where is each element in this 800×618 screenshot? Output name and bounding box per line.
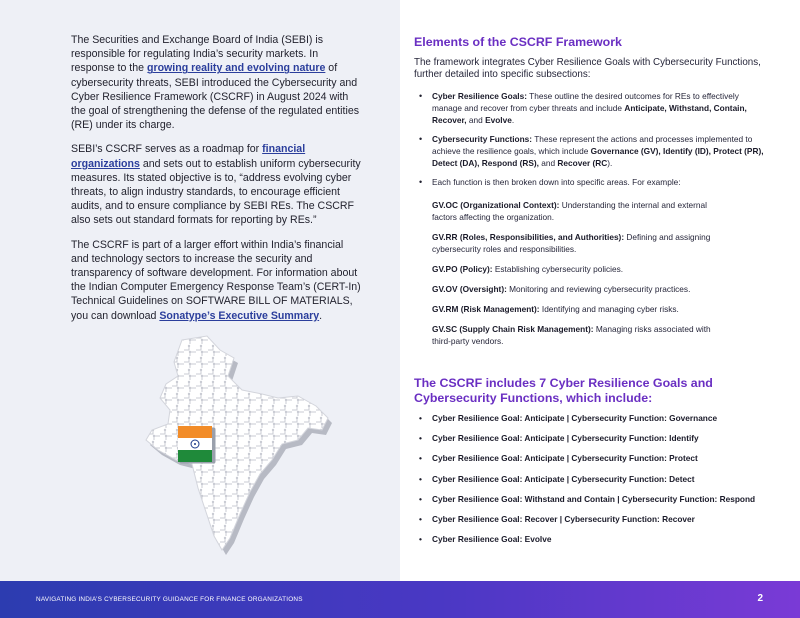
subsection-gv-sc: GV.SC (Supply Chain Risk Management): Managing risks associated with third-party vendors. [432,324,711,346]
goal-item: • Cyber Resilience Goal: Anticipate | Cybersecurity Function: Detect [414,473,774,493]
page-number: 2 [757,593,763,604]
footer-title: NAVIGATING INDIA’S CYBERSECURITY GUIDANCE FOR FINANCE ORGANIZATIONS [36,596,303,603]
link-financial-organizations[interactable]: financial organizations [71,143,306,170]
link-growing-reality[interactable]: growing reality and evolving nature [146,62,326,75]
framework-intro: The framework integrates Cyber Resilience Goals with Cybersecurity Functions, further detailed into specific subsections: [414,57,761,81]
intro-text [71,33,361,333]
goal-item: • Cyber Resilience Goal: Anticipate | Cybersecurity Function: Protect [414,452,774,472]
india-map-circuit-illustration [112,332,352,557]
link-executive-summary[interactable]: Sonatype’s Executive Summary [159,309,320,322]
list-item-breakdown: • Each function is then broken down into specific areas. For example: [414,176,764,188]
goal-item: • Cyber Resilience Goal: Recover | Cybersecurity Function: Recover [414,513,774,533]
india-flag-icon [178,426,216,464]
heading-elements: Elements of the CSCRF Framework [414,35,622,49]
subsection-gv-ov: GV.OV (Oversight): Monitoring and reviewing cybersecurity practices. [432,284,691,294]
framework-bullets [414,90,764,188]
left-panel [0,0,400,581]
heading-seven-goals: The CSCRF includes 7 Cyber Resilience Goals and Cybersecurity Functions, which include: [414,376,713,405]
goal-item: • Cyber Resilience Goal: Anticipate | Cybersecurity Function: Identify [414,432,774,452]
goal-item: • Cyber Resilience Goal: Withstand and Contain | Cybersecurity Function: Respond [414,493,774,513]
paragraph-roadmap: SEBI’s CSCRF serves as a roadmap for financial organizations and sets out to establish uniform cybersecurity measures. Its stated objective is to, “address evolving cyber threats, to align industry standards, to encourage efficient audits, and to ensure compliance by SEBI REs. The CSCRF also sets out standard formats for reporting by REs.” [71,143,361,227]
goals-list [414,412,774,553]
goal-item: • Cyber Resilience Goal: Evolve [414,533,774,553]
goal-item: • Cyber Resilience Goal: Anticipate | Cybersecurity Function: Governance [414,412,774,432]
subsection-gv-po: GV.PO (Policy): Establishing cybersecurity policies. [432,264,624,274]
list-item-functions: • Cybersecurity Functions: These represent the actions and processes implemented to achieve the resilience goals, which include Governance (GV), Identify (ID), Protect (PR), Detect (DA), Respond (RS), and Recover (RC). [414,133,764,169]
subsection-gv-rm: GV.RM (Risk Management): Identifying and managing cyber risks. [432,304,679,314]
page-footer [0,581,800,618]
paragraph-cert-in: The CSCRF is part of a larger effort within India’s financial and technology sectors to increase the security and transparency of software development. For information about the Indian Computer Emergency Response Team’s (CERT-In) Technical Guidelines on SOFTWARE BILL OF MATERIALS, you can download Sonatype’s Executive Summary. [71,238,361,322]
list-item-goals: • Cyber Resilience Goals: These outline the desired outcomes for REs to effectively manage and recover from cyber threats and include Anticipate, Withstand, Contain, Recover, and Evolve. [414,90,764,126]
subsection-gv-oc: GV.OC (Organizational Context): Understanding the internal and external factors affecting the organization. [432,200,707,222]
subsection-gv-rr: GV.RR (Roles, Responsibilities, and Authorities): Defining and assigning cybersecurity roles and responsibilities. [432,232,711,254]
paragraph-sebi: The Securities and Exchange Board of India (SEBI) is responsible for regulating India’s security markets. In response to the growing reality and evolving nature of cybersecurity threats, SEBI introduced the Cybersecurity and Cyber Resilience Framework (CSCRF) in August 2024 with the goal of strengthening the defense of the regulated entities (RE) under its charge. [71,34,360,132]
india-map-illustration [112,332,352,557]
